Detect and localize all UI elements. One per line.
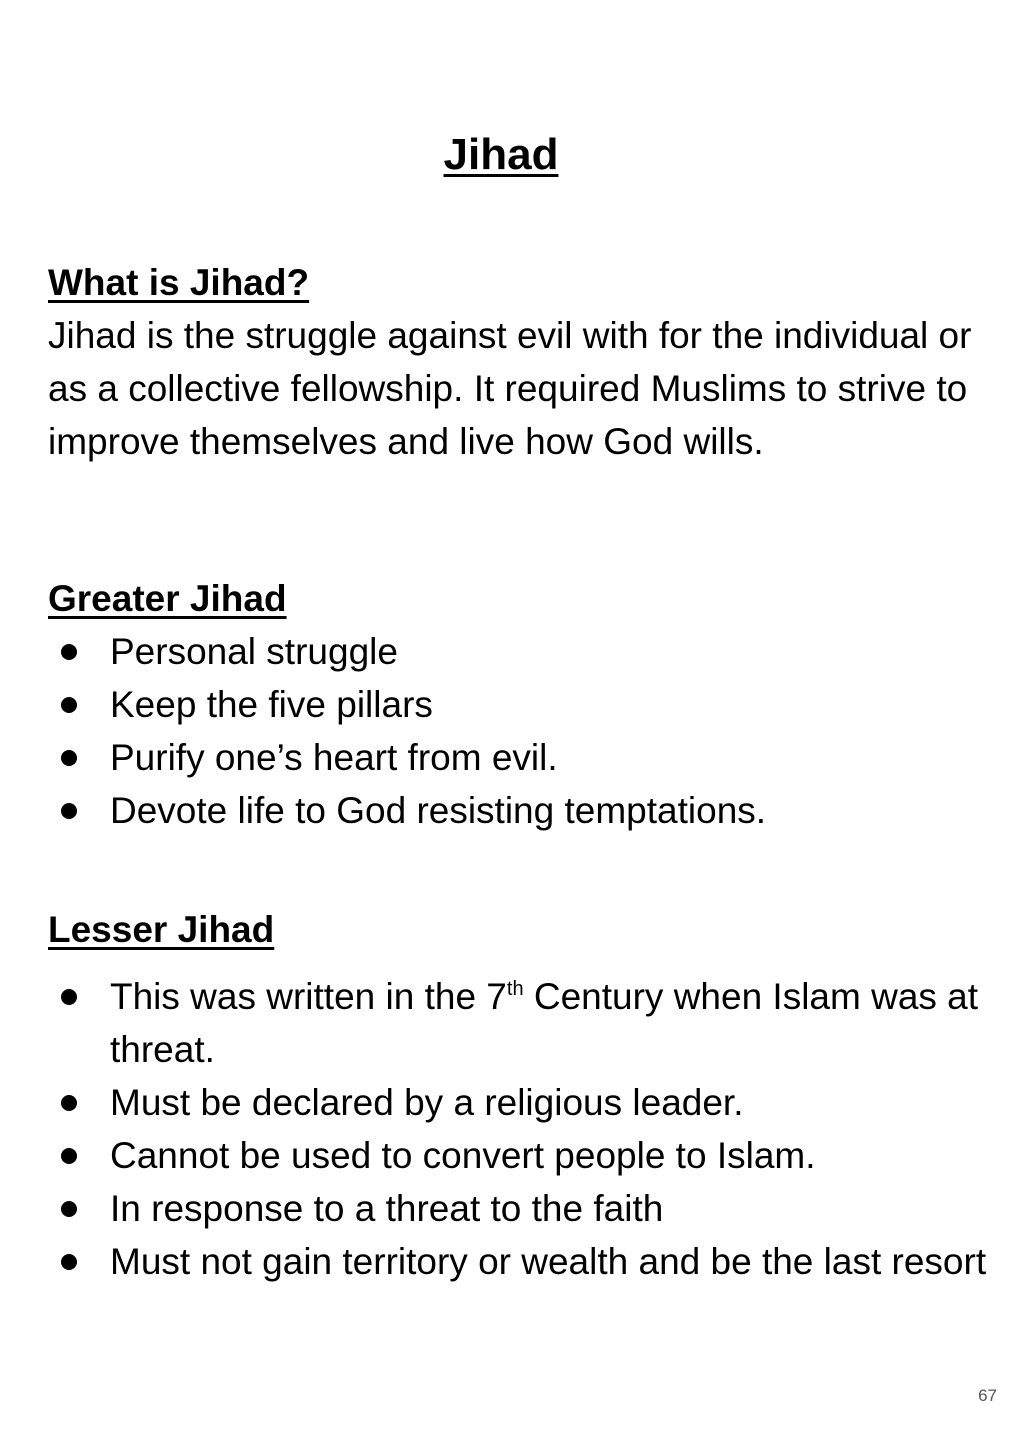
list-item <box>48 1235 988 1288</box>
list-item <box>48 1076 988 1129</box>
bullet-icon <box>61 644 77 660</box>
greater-jihad-list <box>48 625 988 837</box>
list-item <box>48 784 988 837</box>
section-heading: What is Jihad? <box>48 262 310 303</box>
definition-paragraph: Jihad is the struggle against evil with for the individual or as a collective fellowship. It required Muslims to strive to improve themselves and live how God wills. <box>48 315 972 462</box>
bullet-icon <box>61 803 77 819</box>
lesser-jihad-list <box>48 970 988 1288</box>
list-item-text-start: This was written in the 7 <box>110 976 507 1017</box>
list-item <box>48 731 988 784</box>
bullet-icon <box>61 1148 77 1164</box>
bullet-icon <box>61 989 77 1005</box>
ordinal-suffix: th <box>506 978 524 1000</box>
list-item-text: Purify one’s heart from evil. <box>110 737 558 778</box>
list-item-text: In response to a threat to the faith <box>110 1188 664 1229</box>
lesser-jihad-section <box>48 903 988 1288</box>
list-item <box>48 1182 988 1235</box>
list-item <box>48 1129 988 1182</box>
bullet-icon <box>61 750 77 766</box>
list-item-text: Personal struggle <box>110 631 398 672</box>
bullet-icon <box>61 1201 77 1217</box>
list-item-text: Must not gain territory or wealth and be the last resort <box>110 1241 987 1282</box>
section-heading: Lesser Jihad <box>48 909 275 950</box>
list-item-text: Devote life to God resisting temptations. <box>110 790 767 831</box>
list-item <box>48 678 988 731</box>
bullet-icon <box>61 1254 77 1270</box>
section-heading: Greater Jihad <box>48 578 287 619</box>
list-item <box>48 625 988 678</box>
list-item-text: Cannot be used to convert people to Islam. <box>110 1135 816 1176</box>
list-item-text: Must be declared by a religious leader. <box>110 1082 744 1123</box>
page-title: Jihad <box>443 130 559 179</box>
bullet-icon <box>61 1095 77 1111</box>
page-number: 67 <box>978 1386 997 1405</box>
what-is-jihad-section <box>48 256 988 468</box>
list-item-text-end: Century when Islam was at threat. <box>110 976 979 1070</box>
greater-jihad-section <box>48 572 988 837</box>
bullet-icon <box>61 697 77 713</box>
list-item-text: Keep the five pillars <box>110 684 433 725</box>
list-item <box>48 970 988 1076</box>
